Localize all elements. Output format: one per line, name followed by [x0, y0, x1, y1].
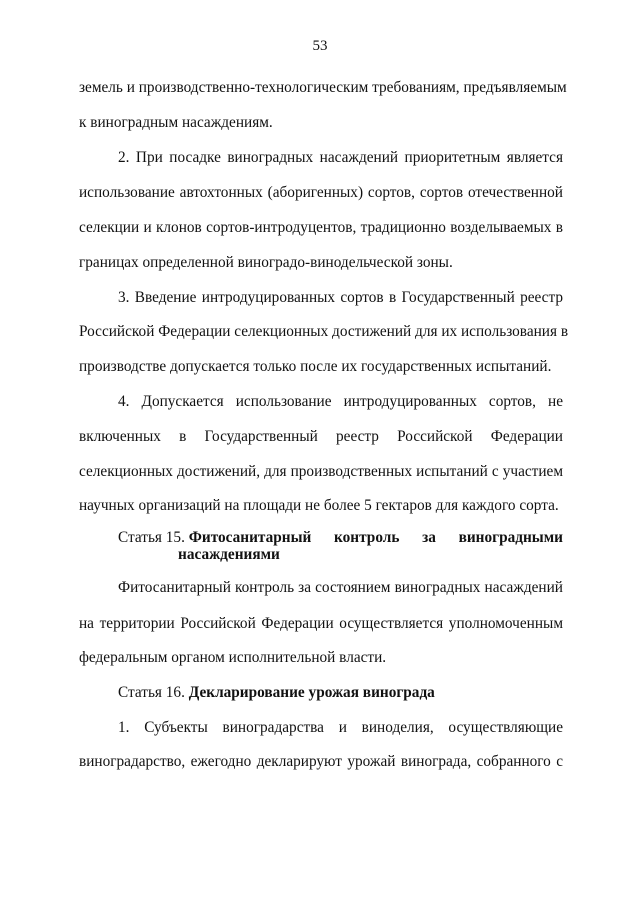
paragraph-line: селекционных достижений, для производственных испытаний с участием: [79, 463, 563, 480]
paragraph-line: виноградарство, ежегодно декларируют урожай винограда, собранного с: [79, 753, 563, 770]
article-title-word: контроль: [334, 529, 400, 546]
paragraph-line: селекции и клонов сортов-интродуцентов, традиционно возделываемых в: [79, 219, 563, 236]
article-title-word: виноградными: [458, 529, 563, 546]
article-heading: [118, 683, 563, 703]
paragraph-line: 1. Субъекты виноградарства и виноделия, осуществляющие: [118, 719, 563, 736]
article-title-word: Фитосанитарный: [188, 529, 312, 546]
article-title: Декларирование урожая винограда: [188, 684, 435, 701]
paragraph-line: научных организаций на площади не более 5 гектаров для каждого сорта.: [79, 497, 559, 514]
paragraph-line: производстве допускается только после их государственных испытаний.: [79, 358, 552, 375]
page-number: 53: [312, 38, 328, 54]
article-title-word: за: [422, 529, 436, 546]
article-title-continuation: насаждениями: [178, 546, 280, 563]
paragraph-line: включенных в Государственный реестр Российской Федерации: [79, 428, 563, 445]
paragraph-line: Фитосанитарный контроль за состоянием виноградных насаждений: [118, 579, 563, 596]
article-label: Статья 16.: [118, 684, 185, 701]
paragraph-line: 2. При посадке виноградных насаждений приоритетным является: [118, 149, 563, 166]
paragraph-line: 3. Введение интродуцированных сортов в Государственный реестр: [118, 289, 563, 306]
paragraph-line: на территории Российской Федерации осуществляется уполномоченным: [79, 615, 563, 632]
paragraph-line: земель и производственно-технологическим требованиям, предъявляемым: [79, 79, 567, 96]
paragraph-line: использование автохтонных (аборигенных) сортов, сортов отечественной: [79, 184, 563, 201]
paragraph-line: 4. Допускается использование интродуцированных сортов, не: [118, 393, 563, 410]
paragraph-line: Российской Федерации селекционных достижений для их использования в: [79, 323, 569, 340]
paragraph-line: к виноградным насаждениям.: [79, 114, 273, 131]
paragraph-line: федеральным органом исполнительной власти.: [79, 649, 387, 666]
paragraph-line: границах определенной виноградо-винодельческой зоны.: [79, 254, 453, 271]
article-label: Статья 15.: [118, 529, 185, 546]
